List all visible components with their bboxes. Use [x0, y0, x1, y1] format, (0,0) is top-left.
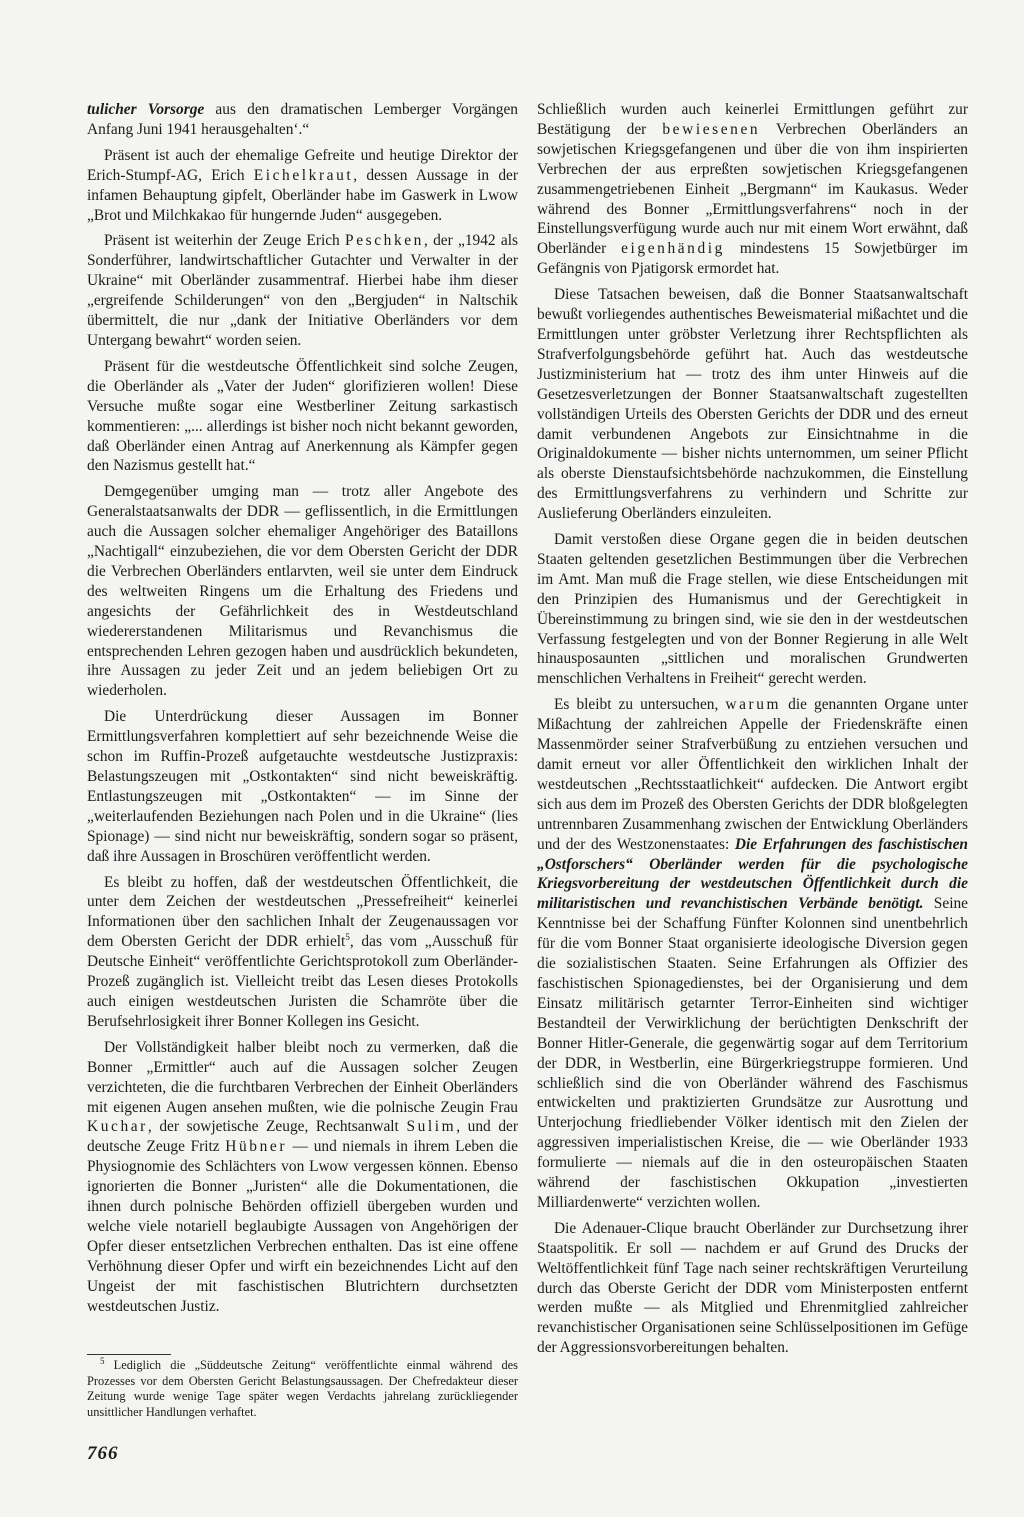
spaced-emphasis: warum [725, 696, 782, 714]
footnote-number: 5 [100, 1355, 105, 1366]
paragraph: Die Adenauer-Clique braucht Oberländer zur Durchsetzung ihrer Staatspolitik. Er soll — nachdem er auf Grund des Drucks der Weltöffentlichkeit fünf Tage nach seiner rechtskräftigen Verurteilung durch das Oberste Gericht der DDR vom Ministerposten entfernt werden mußte — als Mitglied und Ehrenmitglied zahlreicher revanchistischer Organisationen seine Schlüsselpositionen im Gefüge der Aggressionsvorbereitungen behalten. [537, 1219, 968, 1357]
right-column [537, 100, 968, 1358]
paragraph: tulicher Vorsorge aus den dramatischen Lemberger Vorgängen Anfang Juni 1941 herausgehalten‘.“ [87, 101, 519, 138]
paragraph: Der Vollständigkeit halber bleibt noch zu vermerken, daß die Bonner „Ermittler“ auch auf die Aussagen solcher Zeugen verzichteten, die die furchtbaren Verbrechen der Einheit Oberländers mit eigenen Augen ansehen mußten, wie die polnische Zeugin Frau Kuchar, der sowjetische Zeuge, Rechtsanwalt Sulim, und der deutsche Zeuge Fritz Hübner — und niemals in ihrem Leben die Physiognomie des Schlächters von Lwow vergessen können. Ebenso ignorierten die Bonner „Juristen“ alle die Dokumentationen, die ihnen durch polnische Behörden offiziell übergeben wurden und welche viele notariell beglaubigte Aussagen von Angehörigen der Opfer dieser entsetzlichen Verbrechen enthalten. Das ist eine offene Verhöhnung dieser Opfer und wirft ein bezeichnendes Licht auf den Ungeist der mit faschistischen Blutrichtern durchsetzten westdeutschen Justiz. [87, 1038, 519, 1315]
paragraph: Präsent ist auch der ehemalige Gefreite und heutige Direktor der Erich-Stumpf-AG, Erich Eichelkraut, dessen Aussage in der infamen Behauptung gipfelt, Oberländer habe im Gaswerk in Lwow „Brot und Milchkakao für hungernde Juden“ ausgegeben. [87, 146, 518, 224]
spaced-name: Sulim [406, 1118, 457, 1136]
paragraph: Schließlich wurden auch keinerlei Ermittlungen geführt zur Bestätigung der bewiesenen Verbrechen Oberländers an sowjetischen Kriegsgefangenen und über die von ihm inspirierten Verbrechen der aus erpreßten sowjetischen Kriegsgefangenen zusammengetriebenen Einheit „Bergmann“ im Kaukasus. Weder während des Bonner „Ermittlungsverfahrens“ noch in der Einstellungsverfügung wurde auch nur mit einem Wort erwähnt, daß Oberländer eigenhändig mindestens 15 Sowjetbürger im Gefängnis von Pjatigorsk ermordet hat. [537, 101, 968, 278]
page-number: 766 [87, 1443, 119, 1464]
spaced-emphasis: bewiesenen [662, 120, 761, 138]
spaced-name: Eichelkraut [253, 166, 354, 184]
spaced-name: Peschken [345, 232, 424, 250]
footnote-marker: 5 [345, 932, 350, 943]
spaced-name: Kuchar [87, 1118, 148, 1136]
paragraph: Damit verstoßen diese Organe gegen die in beiden deutschen Staaten geltenden gesetzlichen Bestimmungen über die Verbrechen im Amt. Man muß die Frage stellen, wie diese Entscheidungen mit den Prinzipien des Humanismus und der Gerechtigkeit in Übereinstimmung zu bringen sind, wie sie den in der westdeutschen Verfassung festgelegten und von der Bonner Regierung in alle Welt hinausposaunten „sittlichen und moralischen Grundwerten menschlichen Verhaltens in Freiheit“ gerecht werden. [537, 531, 968, 688]
paragraph: Es bleibt zu hoffen, daß der westdeutschen Öffentlichkeit, die unter dem Zeichen der westdeutschen „Pressefreiheit“ keinerlei Informationen über den sachlichen Inhalt der Zeugenaussagen vor dem Obersten Gericht der DDR erhielt$^5$, das vom „Ausschuß für Deutsche Einheit“ veröffentlichte Gerichtsprotokoll zum Oberländer-Prozeß zugänglich ist. Vielleicht treibt das Lesen dieses Protokolls auch einigen westdeutschen Juristen die Schamröte über die Berufsehrlosigkeit ihrer Bonner Kollegen ins Gesicht. [87, 873, 518, 1030]
spaced-emphasis: eigenhändig [621, 240, 725, 258]
paragraph: Diese Tatsachen beweisen, daß die Bonner Staatsanwaltschaft bewußt vorliegendes authentisches Beweismaterial mißachtet und die Ermittlungen unter gröbster Verletzung ihrer Rechtspflichten als Strafverfolgungsbehörde geführt hat. Auch das westdeutsche Justizministerium hat — trotz des ihm unter Hinweis auf die Gesetzesverletzungen der Bonner Staatsanwaltschaft zugestellten vollständigen Urteils des Obersten Gerichts der DDR und des erneut damit verbundenen Angebots zur Einsichtnahme in die Originaldokumente — bisher nichts unternommen, um seiner Pflicht als oberste Dienstaufsichtsbehörde nachzukommen, die Einstellung des Ermittlungsverfahrens zu verhindern und Schritte zur Auslieferung Oberländers einzuleiten. [537, 286, 968, 523]
paragraph: Die Unterdrückung dieser Aussagen im Bonner Ermittlungsverfahren komplettiert auf sehr bezeichnende Weise die schon im Ruffin-Prozeß aufgetauchte westdeutsche Justizpraxis: Belastungszeugen mit „Ostkontakten“ sind nicht beweiskräftig. Entlastungszeugen mit „Ostkontakten“ — im Sinne der „weiterlaufenden Beziehungen nach Polen und in die Ukraine“ (lies Spionage) — sind nicht nur beweiskräftig, sondern sogar so präsent, daß ihre Aussagen in Broschüren veröffentlicht werden. [87, 708, 518, 865]
paragraph: Demgegenüber umging man — trotz aller Angebote des Generalstaatsanwalts der DDR — geflissentlich, in die Ermittlungen auch die Aussagen solcher ehemaliger Angehöriger des Bataillons „Nachtigall“ einzubeziehen, die vor dem Obersten Gericht der DDR die Verbrechen Oberländers entlarvten, weil sie unter dem Eindruck des weltweiten Ringens um die Erhaltung des Friedens und angesichts der Gefährlichkeit des in Westdeutschland wiedererstandenen Militarismus und Revanchismus die entsprechenden Lehren gezogen haben und ausdrücklich bekundeten, ihre Aussagen zu jeder Zeit und an jedem beliebigen Ort zu wiederholen. [87, 483, 518, 700]
paragraph: Präsent ist weiterhin der Zeuge Erich Peschken, der „1942 als Sonderführer, landwirtschaftlicher Gutachter und Verwalter in der Ukraine“ mit Oberländer zusammentraf. Hierbei habe ihm dieser „ergreifende Schilderungen“ von den „Bergjuden“ in Naltschik übermittelt, die nur „dank der Initiative Oberländers vor dem Untergang bewahrt“ worden seien. [87, 232, 518, 349]
emphasis-text: tulicher Vorsorge [87, 101, 205, 118]
paragraph: Präsent für die westdeutsche Öffentlichkeit sind solche Zeugen, die Oberländer als „Vater der Juden“ glorifizieren wollen! Diese Versuche mußte sogar eine Westberliner Zeitung sarkastisch kommentieren: „... allerdings ist bisher noch nicht bekannt geworden, daß Oberländer einen Antrag auf Anerkennung als Kämpfer gegen den Nazismus gestellt hat.“ [87, 357, 518, 475]
left-column [87, 100, 518, 1316]
footnote-divider [87, 1354, 171, 1355]
spaced-name: Hübner [225, 1138, 288, 1156]
footnote: $^5$ Lediglich die „Süddeutsche Zeitung“ veröffentlichte einmal während des Prozesses vor dem Obersten Gericht Belastungsaussagen. Der Chefredakteur dieser Zeitung wurde wenige Tage später wegen Verdachts jahrelang zurückliegender unsittlicher Handlungen verhaftet. [87, 1355, 518, 1419]
emphasis-text: Die Erfahrungen des faschistischen „Ostforschers“ Oberländer werden für die psychologische Kriegsvorbereitung der westdeutschen Öffentlichkeit durch die militaristischen und revanchistischen Verbände benötigt. [537, 835, 968, 913]
paragraph: Es bleibt zu untersuchen, warum die genannten Organe unter Mißachtung der zahlreichen Appelle der Friedenskräfte einen Massenmörder seiner Strafverbüßung zu entziehen versuchen und damit erneut vor aller Öffentlichkeit den wirklichen Inhalt der westdeutschen „Rechtsstaatlichkeit“ aufdecken. Die Antwort ergibt sich aus dem im Prozeß des Obersten Gerichts der DDR bloßgelegten untrennbaren Zusammenhang zwischen der Entwicklung Oberländers und der des Westzonenstaates: Die Erfahrungen des faschistischen „Ostforschers“ Oberländer werden für die psychologische Kriegsvorbereitung der westdeutschen Öffentlichkeit durch die militaristischen und revanchistischen Verbände benötigt. Seine Kenntnisse bei der Schaffung Fünfter Kolonnen sind unentbehrlich für die vom Bonner Staat organisierte ideologische Diversion gegen die sozialistischen Staaten. Seine Erfahrungen als Offizier des faschistischen Spionagedienstes, bei der Organisierung und dem Einsatz militärisch getarnter Terror-Einheiten sind wichtiger Bestandteil der Verwirklichung der berüchtigten Denkschrift der Bonner Hitler-Generale, die gegenwärtig sogar auf dem Territorium der DDR, in Westberlin, eine Bürgerkriegstruppe formieren. Und schließlich sind die von Oberländer während des Faschismus entwickelten und praktizierten Grundsätze zur Ausrottung und Unterjochung friedliebender Völker identisch mit den Zielen der aggressiven imperialistischen Kreise, die — wie Oberländer 1933 formulierte — niemals auf die in den osteuropäischen Staaten während der faschistischen Okkupation „investierten Milliardenwerte“ verzichten wollen. [537, 696, 968, 1211]
